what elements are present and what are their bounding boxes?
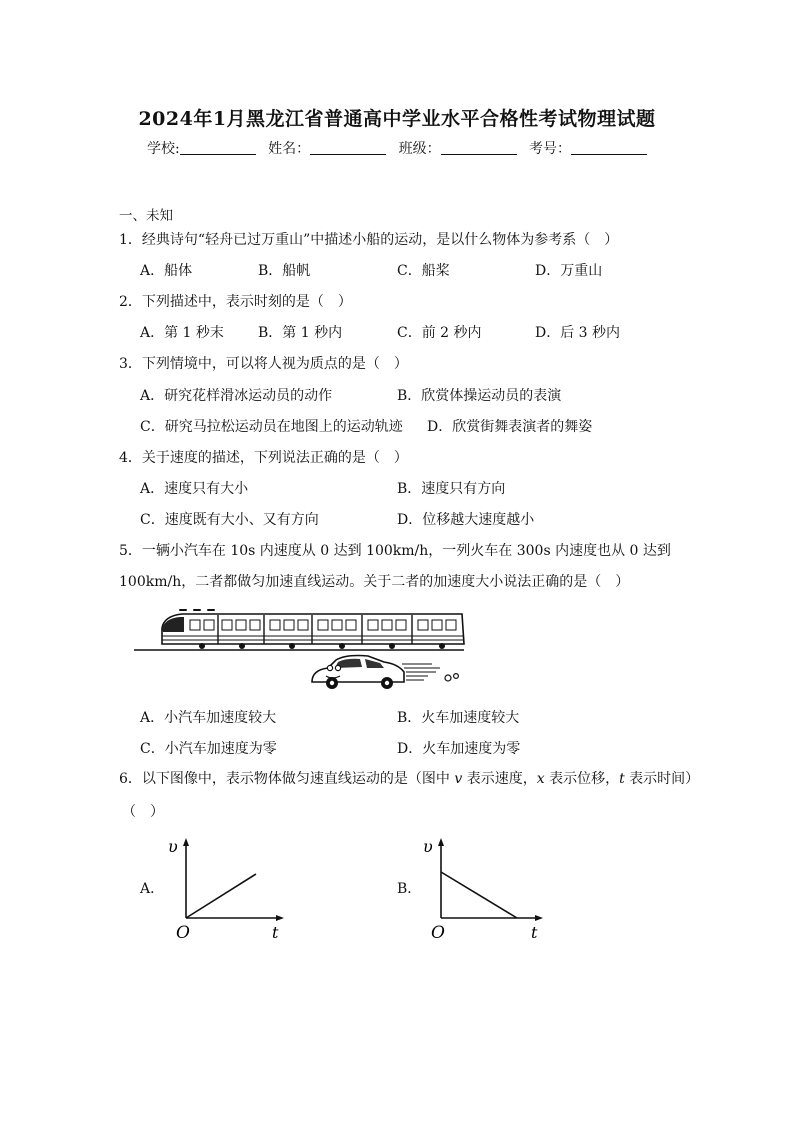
graph-a-origin-label: O: [176, 923, 190, 942]
section-heading: 一、未知: [119, 208, 173, 224]
q5-option-b[interactable]: B．火车加速度较大: [397, 710, 520, 726]
q5-option-c[interactable]: C．小汽车加速度为零: [140, 741, 277, 757]
name-blank[interactable]: [310, 140, 386, 155]
graph-b-origin-label: O: [431, 923, 445, 942]
question-5-stem-line2: 100km/h，二者都做匀加速直线运动。关于二者的加速度大小说法正确的是（ ）: [119, 574, 630, 590]
question-6-stem: [119, 768, 699, 788]
school-label: 学校:: [146, 141, 180, 157]
q1-option-c[interactable]: C．船桨: [397, 263, 450, 279]
q6-var-v: v: [454, 771, 463, 787]
question-6-stem-line2: （ ）: [122, 804, 164, 820]
q2-option-d[interactable]: D．后 3 秒内: [535, 325, 621, 341]
q3-option-c[interactable]: C．研究马拉松运动员在地图上的运动轨迹: [140, 419, 403, 435]
student-info-row: [0, 138, 794, 158]
q6-stem-part-a: 6．以下图像中，表示物体做匀速直线运动的是（图中: [119, 771, 455, 787]
q1-option-b[interactable]: B．船帆: [258, 263, 311, 279]
graph-b-v-label: υ: [423, 838, 433, 856]
q6-var-t: t: [619, 771, 625, 787]
question-5-stem-line1: 5．一辆小汽车在 10s 内速度从 0 达到 100km/h，一列火车在 300s 内速度也从 0 达到: [119, 543, 671, 559]
q4-option-a[interactable]: A．速度只有大小: [140, 481, 249, 497]
q6-stem-part-c: 表示位移，: [544, 771, 620, 787]
exam-title: 2024年1月黑龙江省普通高中学业水平合格性考试物理试题: [138, 108, 656, 130]
q6-option-b[interactable]: B．: [397, 881, 422, 897]
name-label: 姓名：: [268, 141, 311, 157]
q3-option-b[interactable]: B．欣赏体操运动员的表演: [397, 388, 562, 404]
q6-stem-part-b: 表示速度，: [462, 771, 537, 787]
q4-option-c[interactable]: C．速度既有大小、又有方向: [140, 512, 319, 528]
graph-b-t-label: t: [531, 923, 538, 942]
exam-no-label: 考号：: [529, 141, 572, 157]
q6-option-a[interactable]: A．: [140, 881, 165, 897]
school-blank[interactable]: [180, 140, 256, 155]
q5-option-d[interactable]: D．火车加速度为零: [397, 741, 521, 757]
q6-stem-part-d: 表示时间）: [624, 771, 700, 787]
q4-option-b[interactable]: B．速度只有方向: [397, 481, 506, 497]
graph-a-v-t: [168, 838, 288, 942]
q2-option-c[interactable]: C．前 2 秒内: [397, 325, 482, 341]
class-blank[interactable]: [441, 140, 517, 155]
graph-a-v-label: υ: [168, 838, 178, 856]
class-label: 班级：: [398, 141, 441, 157]
exam-no-blank[interactable]: [571, 140, 647, 155]
q1-option-d[interactable]: D．万重山: [535, 263, 603, 279]
q2-option-b[interactable]: B．第 1 秒内: [258, 325, 343, 341]
q5-option-a[interactable]: A．小汽车加速度较大: [140, 710, 277, 726]
q2-option-a[interactable]: A．第 1 秒末: [140, 325, 224, 341]
graph-b-v-t: [423, 838, 547, 942]
question-2-stem: 2．下列描述中，表示时刻的是（ ）: [119, 294, 352, 310]
question-3-stem: 3．下列情境中，可以将人视为质点的是（ ）: [119, 356, 408, 372]
graph-a-t-label: t: [272, 923, 279, 942]
q6-var-x: x: [536, 771, 545, 787]
question-1-stem: 1．经典诗句“轻舟已过万重山”中描述小船的运动，是以什么物体为参考系（ ）: [119, 232, 619, 248]
q3-option-d[interactable]: D．欣赏街舞表演者的舞姿: [427, 419, 593, 435]
q1-option-a[interactable]: A．船体: [140, 263, 193, 279]
train-and-car-illustration: [132, 602, 472, 696]
question-4-stem: 4．关于速度的描述，下列说法正确的是（ ）: [119, 450, 408, 466]
q3-option-a[interactable]: A．研究花样滑冰运动员的动作: [140, 388, 333, 404]
q4-option-d[interactable]: D．位移越大速度越小: [397, 512, 535, 528]
